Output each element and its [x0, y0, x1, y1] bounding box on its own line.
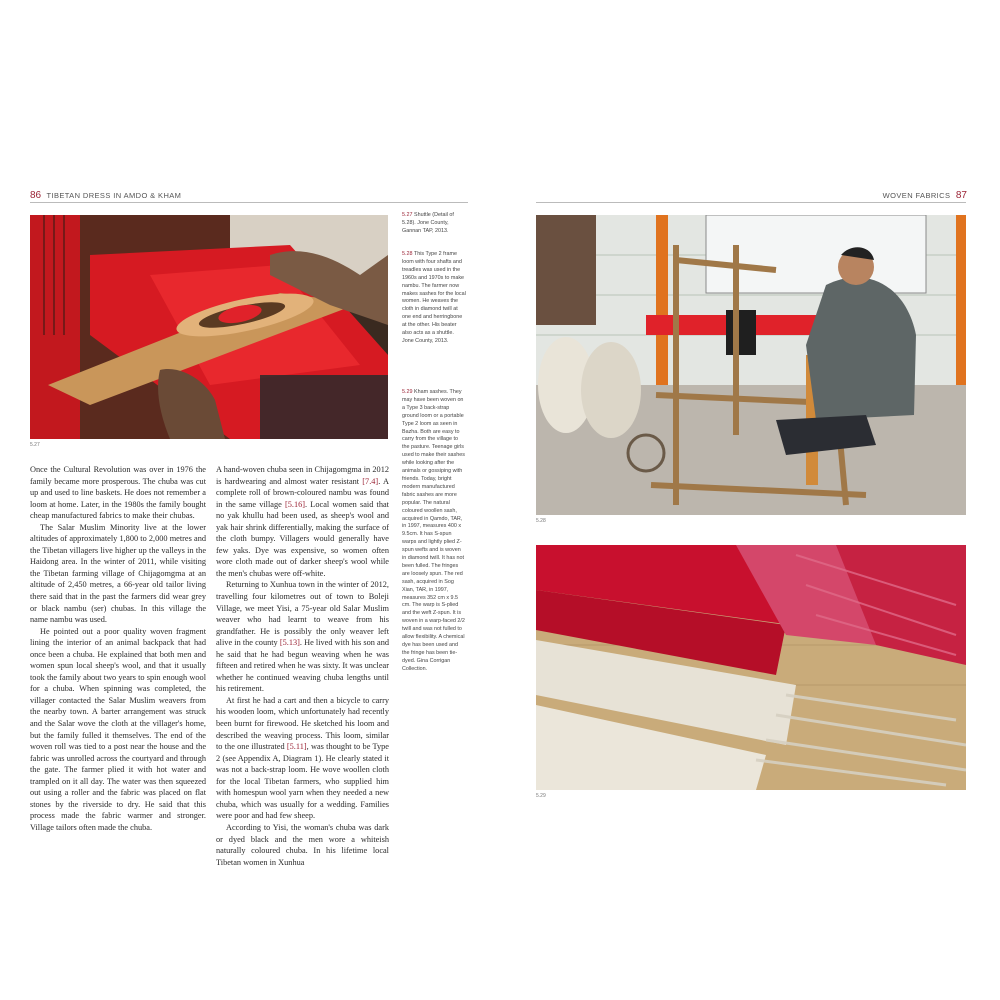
- caption-text: Kham sashes. They may have been woven on a Type 3 back-strap ground loom or a portable Type 2 loom as seen in Bazha. Both are easy to carry from the village to the pasture. Teenage girls used to make their sashes while looking after the animals or gossiping with friends. Today, bright modern manufactured fabric sashes are more popular. The natural coloured woollen sash, acquired in Qamdo, TAR, in 1997, measures 400 x 9.5cm. It has S-spun warps and lightly plied Z-spun wefts and is woven in diamond twill. It has not been fulled. The fringes are loosely spun. The red sash, acquired in Sog Xian, TAR, in 1997, measures 352 cm x 9.5 cm. The warp is S-plied and the weft Z-spun. It is woven in a warp-faced 2/2 twill and was not fulled to allow flexibility. A chemical dye has been used and the fringe has been tie-dyed. Gina Corrigan Collection.: [402, 389, 465, 672]
- figure-reference[interactable]: [5.16]: [284, 499, 306, 509]
- paragraph: At first he had a cart and then a bicycle to carry his wooden loom, which unfortunately had recently been burnt for firewood. He sketched his loom and described the weaving process. This loom, similar to the one illustrated [5.11], was thought to be Type 2 (see Appendix A, Diagram 1). He clearly stated it was not a back-strap loom. He wove woollen cloth for the local Tibetan farmers, who supplied him with homespun wool yarn when they needed a new chuba, which was usually for a wedding. Families were poor and had few sheep.: [216, 695, 389, 821]
- paragraph: Once the Cultural Revolution was over in 1976 the family became more prosperous. The chuba was cut up and used to line baskets. He does not remember a loom at home. Later, in the 1980s the family bought cheap manufactured fabrics to make their chubas.: [30, 465, 206, 521]
- right-running-header: [883, 190, 967, 201]
- figure-reference[interactable]: [5.13]: [279, 638, 300, 648]
- caption-5-27: [402, 212, 466, 236]
- paragraph: The Salar Muslim Minority live at the lower altitudes of approximately 1,800 to 2,000 metres and the Tibetan villagers live higher up the valleys in the Haidong area. In the winter of 2011, while visiting the Tibetan farming village of Chijagomgma at an altitude of 2,450 metres, a 66-year old tailor living there said that in the past the farmers did wear grey or black nambu (ser) chubas. In this village the name nambu was used.: [30, 522, 206, 625]
- left-page-number: 86: [30, 190, 42, 201]
- right-header-rule: [536, 202, 966, 203]
- body-column-2: [216, 464, 389, 868]
- caption-5-28: [402, 251, 466, 346]
- paragraph: He pointed out a poor quality woven fragment lining the interior of an animal backpack that had once been a chuba. He explained that both men and women spun local sheep's wool, and that it usually took the family about two years to spin enough wool for a chuba. When spinning was completed, the villager contacted the Salar Muslim weavers from the nearby town. A barter arrangement was struck and the Salar wove the cloth at the villager's home, but the family fulled it themselves. The end of the woven roll was tied to a post near the house and the fabric was unrolled across the courtyard and through the gate. The farmer plied it with hot water and trampled on it all day. The water was then squeezed out using a roller and the fabric was placed on flat stones by the riverside to dry. He said that this process made the fabric warmer and stronger. Village tailors often made the chuba.: [30, 626, 206, 832]
- paragraph: Returning to Xunhua town in the winter of 2012, travelling four kilometres out of town to Boleji Village, we meet Yisi, a 75-year old Salar Muslim weaver who had learnt to weave from his grandfather. He is possibly the only weaver left alive in the county [5.13]. He lived with his son and he said that he had begun weaving when he was fifteen and retired when he was sixty. It was unclear whether he continued weaving chuba lengths until his retirement.: [216, 580, 389, 694]
- left-running-header: [30, 190, 181, 201]
- caption-number: 5.29: [402, 389, 413, 395]
- caption-number: 5.27: [402, 212, 413, 218]
- right-header-title: WOVEN FABRICS: [882, 191, 951, 200]
- caption-text: Shuttle (Detail of 5.28). Jone County, Gannan TAP, 2013.: [402, 212, 454, 234]
- body-column-1: [30, 464, 206, 834]
- figure-reference[interactable]: [5.11]: [286, 742, 307, 752]
- shuttle-photo: [30, 215, 388, 439]
- weaver-loom-photo: [536, 215, 966, 515]
- figure-reference[interactable]: [7.4]: [362, 476, 379, 486]
- paragraph: According to Yisi, the woman's chuba was dark or dyed black and the men wore a whiteish naturally coloured chuba. In his lifetime local Tibetan women in Xunhua: [216, 822, 389, 867]
- right-page-number: 87: [955, 190, 967, 201]
- left-header-rule: [30, 202, 468, 203]
- figure-label-5-27: 5.27: [30, 442, 40, 448]
- caption-text: This Type 2 frame loom with four shafts and treadles was used in the 1960s and 1970s to make nambu. The farmer now makes sashes for the local women. He weaves the cloth in diamond twill at one end and herringbone at the other. His beater also acts as a shuttle. Jone County, 2013.: [402, 251, 466, 344]
- figure-label-5-28: 5.28: [536, 518, 546, 524]
- caption-number: 5.28: [402, 251, 413, 257]
- caption-5-29: [402, 389, 466, 674]
- paragraph: A hand-woven chuba seen in Chijagomgma in 2012 is hardwearing and almost water resistant [7.4]. A complete roll of brown-coloured nambu was found in the same village [5.16]. Local women said that no yak khullu had been used, as sheep's wool and yak hair shrink differentially, making the surface of the cloth bumpy. Villagers would generally have few yaks. Dye was expensive, so women often wore cloth made out of darker sheep's wool while the men's chubas were off-white.: [216, 465, 389, 578]
- left-header-title: TIBETAN DRESS IN AMDO & KHAM: [46, 191, 182, 200]
- kham-sashes-photo: [536, 545, 966, 790]
- figure-label-5-29: 5.29: [536, 793, 546, 799]
